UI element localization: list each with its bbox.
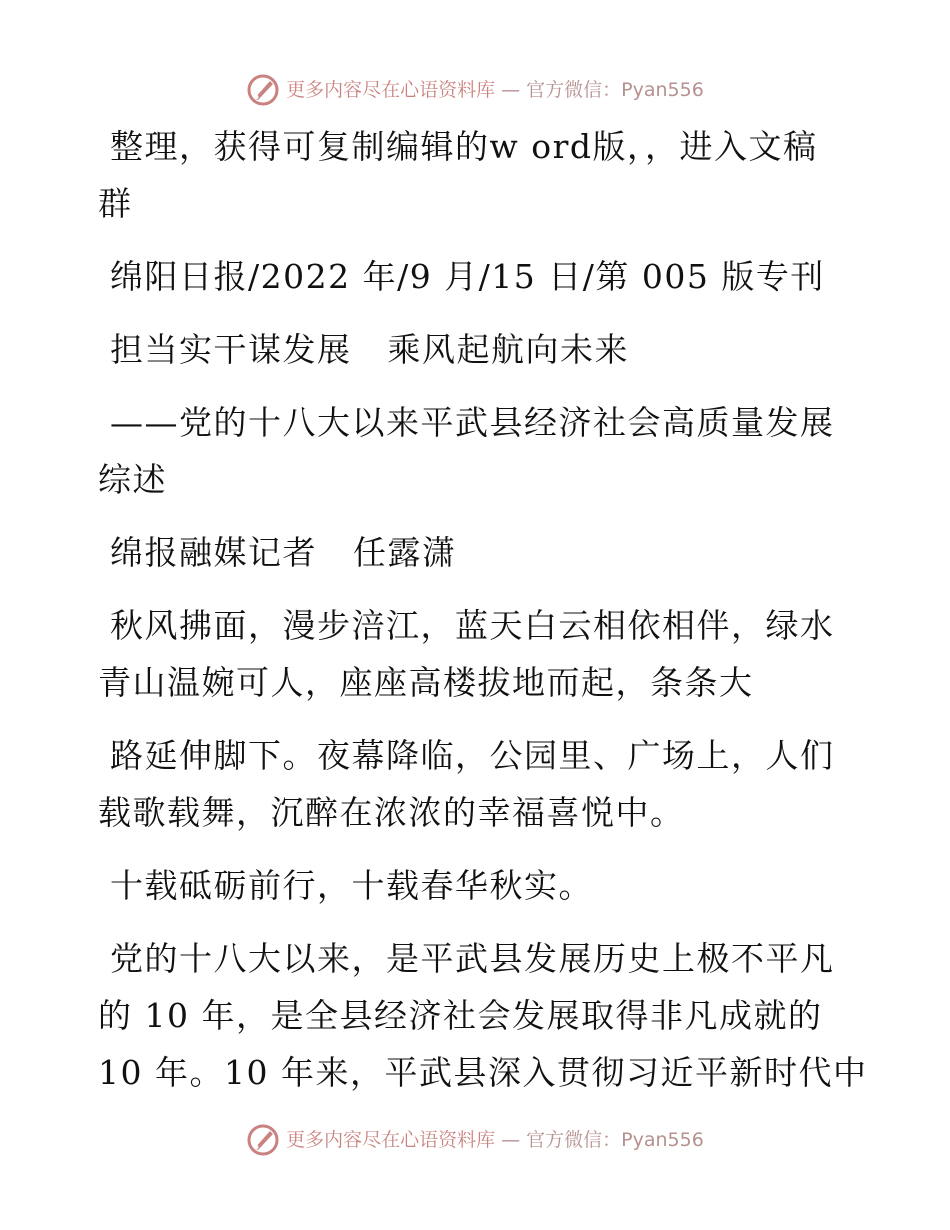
text-line: 载歌载舞，沉醉在浓浓的幸福喜悦中。 (98, 793, 685, 832)
text-line: 综述 (98, 460, 167, 499)
paragraph (98, 524, 858, 581)
article-body (98, 118, 868, 1101)
text-line: 整理，获得可复制编辑的w ord版，，进入文稿 (98, 127, 818, 166)
watermark-contact: 官方微信：Pyan556 (526, 78, 704, 101)
text-line: 十载砥砺前行，十载春华秋实。 (98, 866, 593, 905)
paragraph (98, 597, 858, 711)
text-line: ——党的十八大以来平武县经济社会高质量发展 (98, 403, 835, 442)
watermark-header (0, 70, 950, 110)
text-line: 党的十八大以来，是平武县发展历史上极不平凡 (98, 939, 835, 978)
paragraph (98, 857, 858, 914)
quill-logo-icon (246, 73, 280, 107)
watermark-separator: — (501, 1128, 521, 1151)
paragraph (98, 930, 868, 1101)
text-line: 青山温婉可人，座座高楼拔地而起，条条大 (98, 663, 754, 702)
text-line: 绵阳日报/2022 年/9 月/15 日/第 005 版专刊 (98, 257, 825, 296)
watermark-text: 更多内容尽在心语资料库 (286, 1128, 496, 1151)
quill-logo-icon (246, 1123, 280, 1157)
text-line: 群 (98, 184, 133, 223)
text-line: 绵报融媒记者 任露潇 (98, 533, 457, 572)
watermark-contact: 官方微信：Pyan556 (526, 1128, 704, 1151)
paragraph (98, 394, 858, 508)
watermark-text: 更多内容尽在心语资料库 (286, 78, 496, 101)
paragraph (98, 118, 858, 232)
text-line: 10 年。10 年来，平武县深入贯彻习近平新时代中 (98, 1053, 868, 1092)
paragraph (98, 248, 858, 305)
paragraph (98, 321, 858, 378)
watermark-separator: — (501, 78, 521, 101)
paragraph (98, 727, 858, 841)
watermark-footer (0, 1120, 950, 1160)
text-line: 秋风拂面，漫步涪江，蓝天白云相依相伴，绿水 (98, 606, 835, 645)
text-line: 担当实干谋发展 乘风起航向未来 (98, 330, 629, 369)
text-line: 路延伸脚下。夜幕降临，公园里、广场上，人们 (98, 736, 835, 775)
text-line: 的 10 年，是全县经济社会发展取得非凡成就的 (98, 996, 823, 1035)
